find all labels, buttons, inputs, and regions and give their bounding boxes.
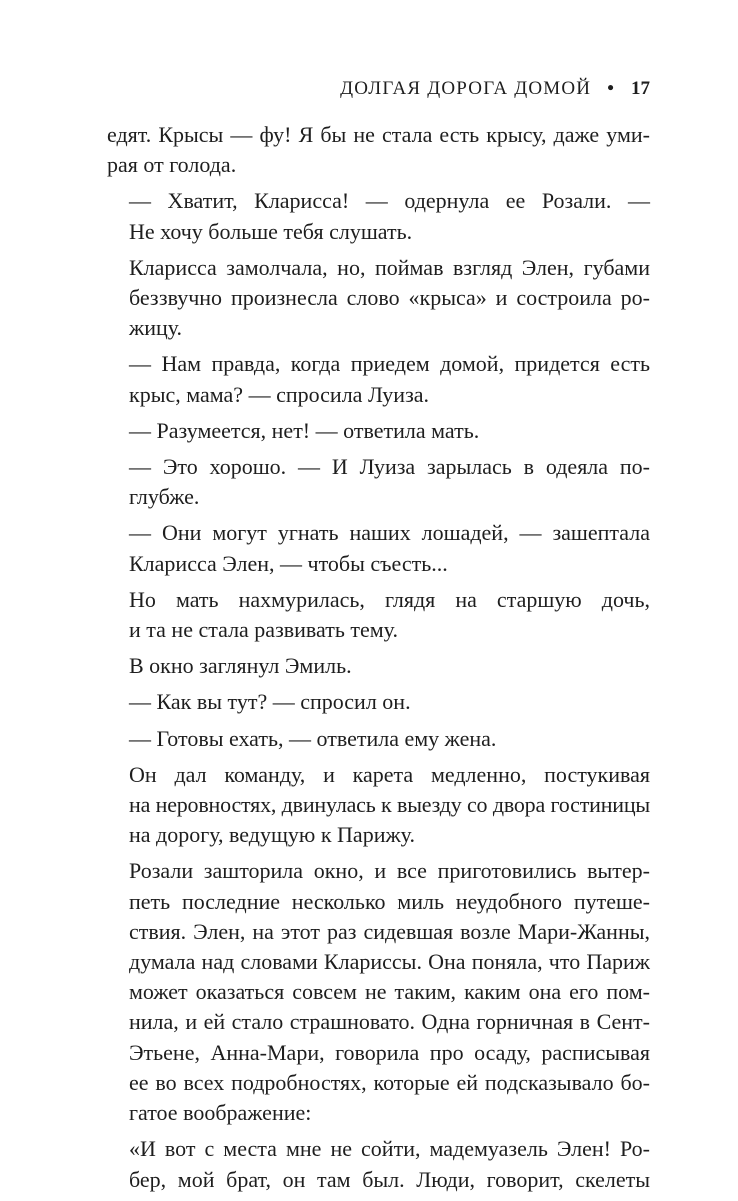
text-line: рая от голода. <box>107 152 237 178</box>
text-line: едят. Крысы — фу! Я бы не стала есть крысу, даже уми- <box>107 122 650 147</box>
text-line: ее во всех подробностях, которые ей подсказывало бо- <box>129 1069 650 1095</box>
text-line: — Готовы ехать, — ответила ему жена. <box>129 725 497 751</box>
text-line: «И вот с места мне не сойти, мадемуазель Элен! Ро- <box>129 1136 650 1162</box>
text-line: ствия. Элен, на этот раз сидевшая возле Мари-Жанны, <box>129 918 650 944</box>
text-line: Не хочу больше тебя слушать. <box>129 218 413 244</box>
paragraph <box>107 687 650 717</box>
text-line: — Хватит, Кларисса! — одернула ее Розали. — <box>129 188 650 214</box>
paragraph <box>107 416 650 446</box>
text-line: гатое воображение: <box>129 1100 312 1126</box>
paragraph <box>107 452 650 512</box>
running-head <box>340 78 650 100</box>
text-line: — Это хорошо. — И Луиза зарылась в одеяла по- <box>129 454 650 480</box>
body-text <box>107 120 650 1201</box>
text-line: нила, и ей стало страшновато. Одна горничная в Сент- <box>129 1009 650 1035</box>
text-line: Кларисса замолчала, но, поймав взгляд Элен, губами <box>129 254 650 280</box>
text-line: и та не стала развивать тему. <box>129 617 398 643</box>
text-line: на дорогу, ведущую к Парижу. <box>129 822 415 848</box>
paragraph <box>107 760 650 851</box>
paragraph <box>107 585 650 645</box>
text-line: глубже. <box>129 484 200 510</box>
paragraph <box>107 724 650 754</box>
book-title: ДОЛГАЯ ДОРОГА ДОМОЙ <box>340 78 592 99</box>
paragraph <box>107 186 650 246</box>
text-line: Розали зашторила окно, и все приготовились вытер- <box>129 858 650 884</box>
header-separator: • <box>607 78 616 99</box>
text-line: В окно заглянул Эмиль. <box>129 653 352 679</box>
paragraph <box>107 253 650 344</box>
text-line: — Как вы тут? — спросил он. <box>129 689 411 715</box>
paragraph <box>107 349 650 409</box>
text-line: думала над словами Клариссы. Она поняла, что Париж <box>129 949 650 975</box>
text-line: жицу. <box>129 315 183 341</box>
paragraph <box>107 518 650 578</box>
text-line: беззвучно произнесла слово «крыса» и состроила ро- <box>129 285 650 311</box>
paragraph <box>107 1134 650 1194</box>
text-line: бер, мой брат, он там был. Люди, говорит, скелеты <box>129 1166 650 1192</box>
paragraph <box>107 651 650 681</box>
page-number: 17 <box>631 78 650 99</box>
text-line: петь последние несколько миль неудобного путеше- <box>129 888 650 914</box>
paragraph <box>107 856 650 1128</box>
text-line: Кларисса Элен, — чтобы съесть... <box>129 550 448 576</box>
text-line: Но мать нахмурилась, глядя на старшую дочь, <box>129 586 650 612</box>
text-line: — Они могут угнать наших лошадей, — зашептала <box>129 520 650 546</box>
text-line: — Нам правда, когда приедем домой, придется есть <box>129 351 650 377</box>
text-line: крыс, мама? — спросила Луиза. <box>129 381 430 407</box>
text-line: Он дал команду, и карета медленно, постукивая <box>129 761 650 787</box>
text-line: — Разумеется, нет! — ответила мать. <box>129 417 480 443</box>
paragraph <box>107 120 650 180</box>
text-line: Этьене, Анна-Мари, говорила про осаду, расписывая <box>129 1039 650 1065</box>
text-line: на неровностях, двинулась к выезду со двора гостиницы <box>129 792 650 818</box>
text-line: может оказаться совсем не таким, каким она его пом- <box>129 979 650 1005</box>
